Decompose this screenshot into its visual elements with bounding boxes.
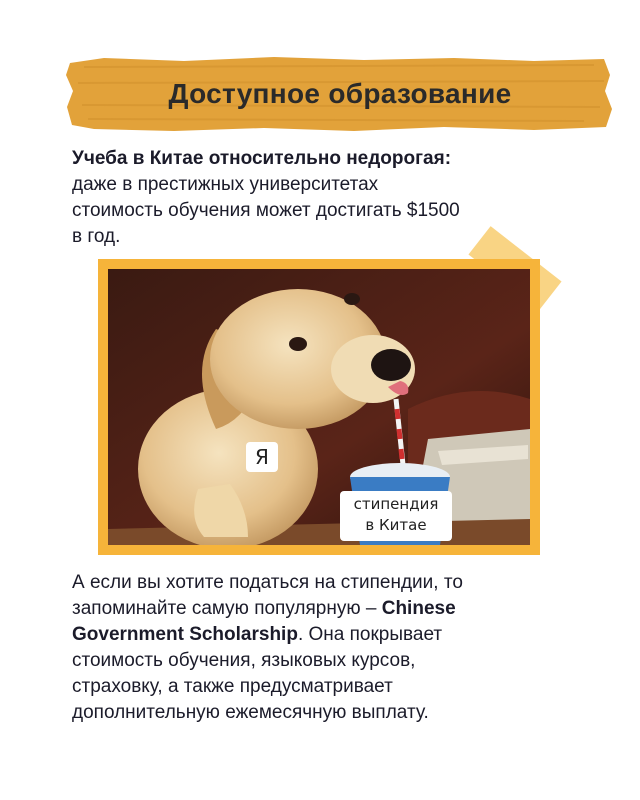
outro-line-1: А если вы хотите податься на стипендии, то [72,572,463,593]
title-banner [64,55,616,133]
scholarship-name-part-1: Chinese [381,598,456,619]
intro-line-1: даже в престижных университетах [72,174,379,195]
page-title: Доступное образование [168,78,512,109]
label-me: Я [246,442,278,472]
outro-line-3: . Она покрывает [297,624,443,645]
meme-photo-frame [98,259,540,555]
outro-line-5: страховку, а также предусматривает [72,676,393,697]
intro-line-3: в год. [72,226,121,247]
label-scholarship [340,491,452,541]
intro-paragraph [72,146,592,250]
scholarship-name-part-2: Government Scholarship [72,624,298,645]
outro-line-4: стоимость обучения, языковых курсов, [72,650,416,671]
label-scholarship-line-2: в Китае [365,516,427,534]
intro-line-2: стоимость обучения может достигать $1500 [72,200,460,221]
dog-drinking-soda-photo [108,269,530,545]
outro-line-2: запоминайте самую популярную – [72,598,382,619]
outro-paragraph [72,570,592,726]
label-scholarship-line-1: стипендия [353,495,439,513]
outro-line-6: дополнительную ежемесячную выплату. [72,702,429,723]
intro-bold-text: Учеба в Китае относительно недорогая: [72,148,452,169]
